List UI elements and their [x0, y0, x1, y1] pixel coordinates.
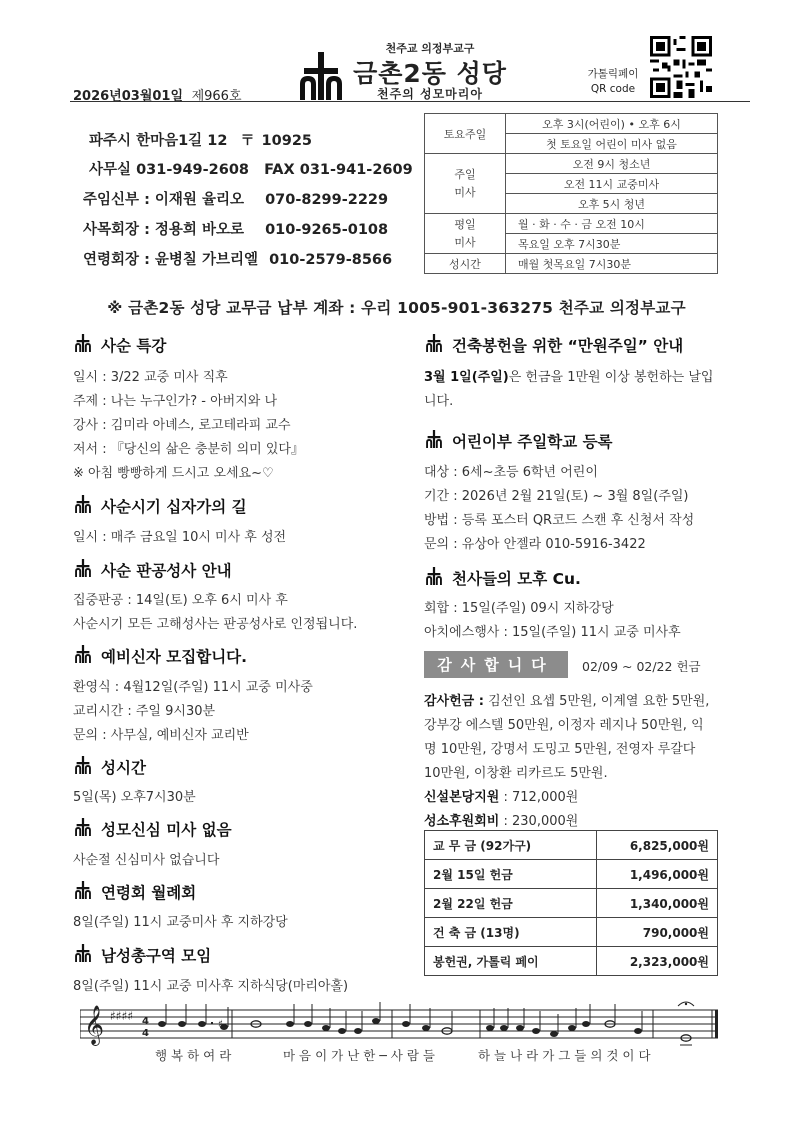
- section-building: [424, 334, 683, 356]
- office-line: [89, 158, 413, 179]
- parish-cross-icon: [424, 334, 444, 356]
- thanks-line: 명 10만원, 강명서 도밍고 5만원, 전영자 루갈다: [424, 742, 696, 757]
- lecture-line: 일시 : 3/22 교중 미사 직후: [73, 370, 228, 385]
- account-banner: ※ 금촌2동 성당 교무금 납부 계좌 : 우리 1005-901-363275 천주교 의정부교구: [107, 299, 686, 317]
- council-phone[interactable]: 010-9265-0108: [265, 222, 389, 238]
- parish-cross-icon: [73, 944, 93, 966]
- adoration-label: 성시간: [425, 254, 506, 274]
- thanks-heading: 감사헌금 :: [424, 694, 484, 709]
- mass-schedule-table: [424, 113, 718, 274]
- postal-code: 10925: [261, 133, 312, 149]
- section-catechumen: [73, 645, 247, 667]
- address: 파주시 한마음1길 12: [89, 133, 228, 149]
- sun-row2: 오전 11시 교중미사: [506, 174, 718, 194]
- parish-cross-icon: [73, 334, 93, 356]
- building-line: 니다.: [424, 394, 454, 409]
- sat-row1: 오후 3시(어린이) • 오후 6시: [506, 114, 718, 134]
- table-row: [425, 831, 718, 860]
- building-date: 3월 1일(주일): [424, 370, 509, 385]
- sun-label-2: 미사: [454, 185, 476, 199]
- section-angels: [424, 567, 581, 589]
- finance-amount: 2,323,000원: [597, 947, 718, 976]
- catechumen-line: 교리시간 : 주일 9시30분: [73, 704, 216, 719]
- catechumen-line: 문의 : 사무실, 예비신자 교리반: [73, 728, 249, 743]
- new-building-amount: : 712,000원: [499, 790, 579, 805]
- school-title: 어린이부 주일학교 등록: [452, 433, 613, 451]
- catechumen-line: 환영식 : 4월12일(주일) 11시 교중 미사중: [73, 680, 313, 695]
- stations-line: 일시 : 매주 금요일 10시 미사 후 성전: [73, 530, 287, 545]
- finance-amount: 1,340,000원: [597, 889, 718, 918]
- confession-line: 집중판공 : 14일(토) 오후 6시 미사 후: [73, 593, 288, 608]
- elder-line: [83, 248, 392, 269]
- adoration-row: 매월 첫목요일 7시30분: [506, 254, 718, 274]
- parish-cross-icon: [424, 430, 444, 452]
- qr-label-line1: 가톨릭페이: [587, 68, 639, 80]
- thanks-line: 10만원, 이창환 리카르도 5만원.: [424, 766, 608, 781]
- finance-label: 2월 15일 헌금: [425, 860, 597, 889]
- sun-row1: 오전 9시 청소년: [506, 154, 718, 174]
- address-line: [89, 129, 312, 150]
- sacredheart-line: 사순절 신심미사 없습니다: [73, 853, 220, 868]
- table-row: [425, 254, 718, 274]
- angels-title: 천사들의 모후 Cu.: [452, 570, 581, 588]
- confession-title: 사순 판공성사 안내: [101, 562, 232, 580]
- thanks-line: [424, 690, 709, 709]
- sacredheart-title: 성모신심 미사 없음: [101, 821, 232, 839]
- catechumen-title: 예비신자 모집합니다.: [101, 648, 248, 666]
- song-lyric: 행 복 하 여 라: [155, 1048, 232, 1063]
- sun-row3: 오후 5시 청년: [506, 194, 718, 214]
- mens-line: 8일(주일) 11시 교중 미사후 지하식당(마리아홀): [73, 979, 349, 994]
- elders-title: 연령회 월례회: [101, 884, 197, 902]
- table-row: [425, 918, 718, 947]
- finance-label: 봉헌권, 가톨릭 페이: [425, 947, 597, 976]
- section-mens: [73, 944, 211, 966]
- weekday-row2: 목요일 오후 7시30분: [506, 234, 718, 254]
- stations-title: 사순시기 십자가의 길: [101, 498, 247, 516]
- office-phone[interactable]: 사무실 031-949-2608: [89, 162, 249, 178]
- qr-label-line2: QR code: [590, 83, 636, 95]
- weekday-row1: 월 · 화 · 수 · 금 오전 10시: [506, 214, 718, 234]
- song-lyric: 마 음 이 가 난 한 ─ 사 람 들: [283, 1048, 435, 1063]
- parish-title: 금촌2동 성당: [353, 59, 507, 88]
- weekday-label-2: 미사: [454, 235, 476, 249]
- svg-text:♯♯♯♯: ♯♯♯♯: [110, 1009, 134, 1023]
- lecture-line: 강사 : 김미라 아녜스, 로고테라피 교수: [73, 418, 291, 433]
- building-title: 건축봉헌을 위한 “만원주일” 안내: [452, 337, 684, 355]
- section-holyhour: [73, 756, 146, 778]
- lecture-line: 저서 : 『당신의 삶은 충분히 의미 있다』: [73, 442, 304, 457]
- qr-label: [578, 67, 648, 97]
- pastor-phone[interactable]: 070-8299-2229: [265, 192, 389, 208]
- finance-amount: 790,000원: [597, 918, 718, 947]
- section-confession: [73, 559, 232, 581]
- school-line: 방법 : 등록 포스터 QR코드 스캔 후 신청서 작성: [424, 513, 695, 528]
- svg-text:4: 4: [142, 1016, 149, 1027]
- issue-date-text: 2026년03월01일: [73, 89, 184, 104]
- parish-cross-icon: [73, 881, 93, 903]
- thanks-text: 김선인 요셉 5만원, 이계열 요한 5만원,: [483, 694, 710, 709]
- section-sacredheart: [73, 818, 232, 840]
- building-line: [424, 366, 713, 385]
- sun-label: [425, 154, 506, 214]
- pastor-line: [83, 188, 388, 209]
- parish-cross-icon: [73, 645, 93, 667]
- thanks-range: 02/09 ~ 02/22 헌금: [582, 659, 701, 674]
- fax: FAX 031-941-2609: [264, 162, 413, 178]
- finance-table: [424, 830, 718, 976]
- section-elders: [73, 881, 196, 903]
- lecture-line: ※ 아침 빵빵하게 드시고 오세요~♡: [73, 466, 274, 481]
- postal-icon: 〒: [240, 133, 255, 149]
- table-row: [425, 860, 718, 889]
- thanks-label: 감사합니다: [424, 651, 568, 678]
- council-chair: 사목회장 : 정용희 바오로: [83, 222, 245, 238]
- school-line: 기간 : 2026년 2월 21일(토) ~ 3월 8일(주일): [424, 489, 689, 504]
- weekday-label: [425, 214, 506, 254]
- finance-amount: 1,496,000원: [597, 860, 718, 889]
- song-lyric: 하 늘 나 라 가 그 들 의 것 이 다: [478, 1048, 651, 1063]
- angels-line: 아치에스행사 : 15일(주일) 11시 교중 미사후: [424, 625, 681, 640]
- header-divider: [70, 101, 750, 102]
- vocation-label: 성소후원회비: [424, 814, 500, 829]
- table-row: [425, 214, 718, 234]
- elder-phone[interactable]: 010-2579-8566: [269, 252, 393, 268]
- issue-number: 제966호: [191, 89, 242, 104]
- parish-cross-icon: [73, 756, 93, 778]
- confession-line: 사순시기 모든 고해성사는 판공성사로 인정됩니다.: [73, 617, 358, 632]
- parish-cross-icon: [73, 818, 93, 840]
- angels-line: 회합 : 15일(주일) 09시 지하강당: [424, 601, 614, 616]
- lecture-line: 주제 : 나는 누구인가? - 아버지와 나: [73, 394, 278, 409]
- table-row: [425, 889, 718, 918]
- section-school: [424, 430, 613, 452]
- vocation-amount: : 230,000원: [499, 814, 579, 829]
- council-line: [83, 218, 388, 239]
- parish-cross-icon: [73, 495, 93, 517]
- svg-text:4: 4: [142, 1028, 149, 1039]
- table-row: [425, 114, 718, 134]
- pastor: 주임신부 : 이재원 율리오: [83, 192, 245, 208]
- holyhour-title: 성시간: [101, 759, 146, 777]
- section-lecture: [73, 334, 166, 356]
- section-stations: [73, 495, 247, 517]
- svg-text:♯: ♯: [218, 1019, 223, 1030]
- building-text: 은 헌금을 1만원 이상 봉헌하는 날입: [508, 370, 714, 385]
- table-row: [425, 947, 718, 976]
- elder-chair: 연령회장 : 윤병칠 가브리엘: [83, 252, 259, 268]
- weekday-label-1: 평일: [454, 217, 476, 231]
- music-staff: [80, 1000, 720, 1050]
- vocation-line: [424, 810, 578, 829]
- parish-cross-icon: [424, 567, 444, 589]
- sat-label: 토요주일: [425, 114, 506, 154]
- parish-logo: [296, 52, 346, 100]
- lecture-title: 사순 특강: [101, 337, 167, 355]
- finance-amount: 6,825,000원: [597, 831, 718, 860]
- qr-code[interactable]: [650, 36, 712, 102]
- thanks-line: 강부강 에스텔 50만원, 이정자 레지나 50만원, 익: [424, 718, 704, 733]
- sun-label-1: 주일: [454, 167, 476, 181]
- new-building-line: [424, 786, 578, 805]
- diocese-name: 천주교 의정부교구: [385, 42, 475, 55]
- finance-label: 건 축 금 (13명): [425, 918, 597, 947]
- svg-text:𝄞: 𝄞: [84, 1005, 105, 1045]
- sat-row2: 첫 토요일 어린이 미사 없음: [506, 134, 718, 154]
- new-building-label: 신설본당지원: [424, 790, 500, 805]
- parish-cross-icon: [73, 559, 93, 581]
- school-line: 문의 : 유상아 안젤라 010-5916-3422: [424, 537, 646, 552]
- table-row: [425, 154, 718, 174]
- finance-label: 교 무 금 (92가구): [425, 831, 597, 860]
- finance-label: 2월 22일 헌금: [425, 889, 597, 918]
- school-line: 대상 : 6세~초등 6학년 어린이: [424, 465, 598, 480]
- parish-patron: 천주의 성모마리아: [377, 87, 483, 101]
- mens-title: 남성총구역 모임: [101, 947, 212, 965]
- elders-line: 8일(주일) 11시 교중미사 후 지하강당: [73, 915, 288, 930]
- holyhour-line: 5일(목) 오후7시30분: [73, 790, 196, 805]
